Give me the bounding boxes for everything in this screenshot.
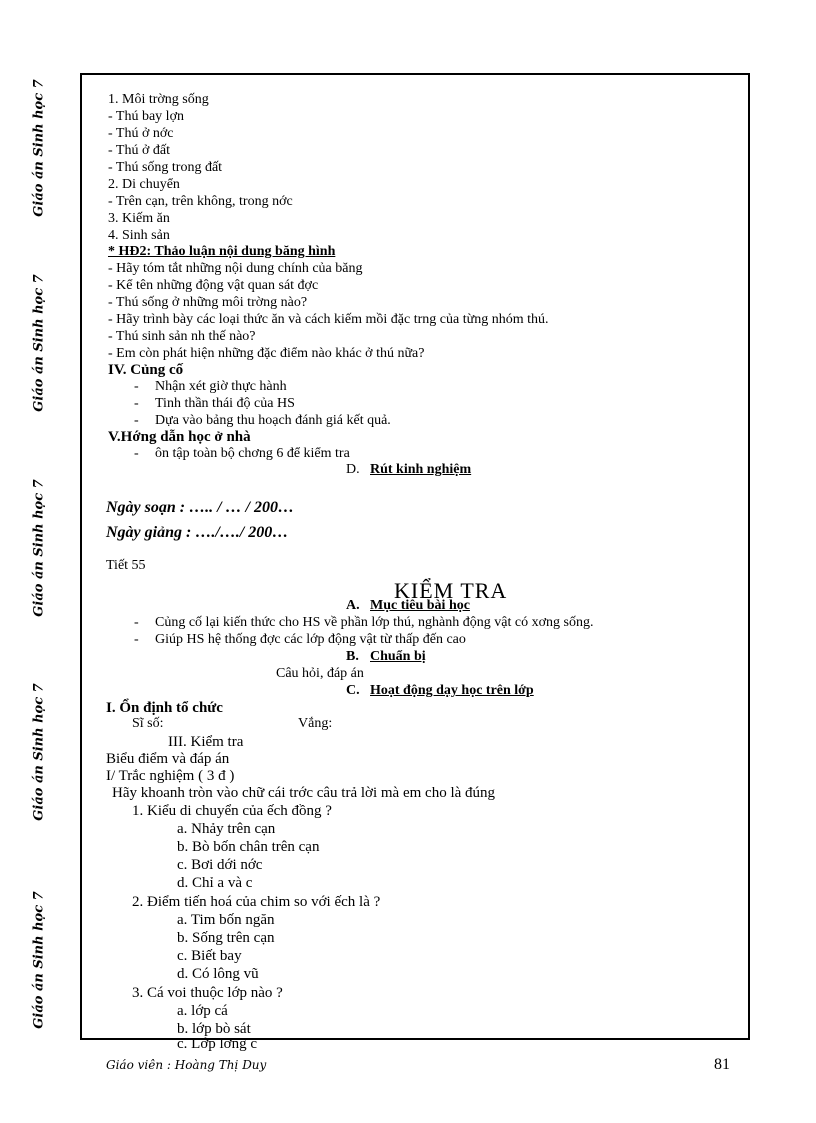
answer-option: c. Lớp lỡng c (177, 1036, 258, 1052)
answer-option: c. Biết bay (177, 948, 242, 964)
text-line: ôn tập toàn bộ chơng 6 để kiểm tra (155, 446, 350, 461)
answer-option: c. Bơi dới nớc (177, 857, 263, 873)
date-line: Ngày giảng : …./…./ 200… (106, 524, 289, 541)
side-label: Giáo án Sinh học 7 (31, 891, 47, 1029)
bullet-marker: - (134, 413, 139, 428)
bullet-marker: - (134, 379, 139, 394)
text-line: - Thú sống trong đất (108, 160, 223, 175)
section-heading: I. Ổn định tổ chức (106, 700, 223, 716)
answer-option: b. lớp bò sát (177, 1021, 251, 1037)
question: 2. Điểm tiến hoá của chim so với ếch là ? (132, 894, 381, 910)
answer-option: b. Sống trên cạn (177, 930, 275, 946)
text-line: Dựa vào bảng thu hoạch đánh giá kết quả. (155, 413, 391, 428)
text-line: - Thú ở nớc (108, 126, 174, 141)
date-line: Ngày soạn : ….. / … / 200… (106, 499, 294, 516)
text-line: - Hãy trình bày các loại thức ăn và cách kiếm mồi đặc trng của từng nhóm thú. (108, 312, 549, 327)
text-line: 3. Kiếm ăn (108, 211, 170, 226)
answer-option: a. Nhảy trên cạn (177, 821, 276, 837)
side-label: Giáo án Sinh học 7 (31, 274, 47, 412)
text-line: Câu hỏi, đáp án (276, 666, 364, 681)
text-line: - Thú bay lợn (108, 109, 184, 124)
lesson-number: Tiết 55 (106, 558, 146, 573)
answer-option: a. Tim bốn ngăn (177, 912, 275, 928)
answer-option: d. Chỉ a và c (177, 875, 253, 891)
text-line: 2. Di chuyển (108, 177, 180, 192)
side-label: Giáo án Sinh học 7 (31, 79, 47, 217)
section-heading: Rút kinh nghiệm (370, 462, 472, 477)
text-line: - Em còn phát hiện những đặc điểm nào khác ở thú nữa? (108, 346, 425, 361)
text-line: Giúp HS hệ thống đợc các lớp động vật từ thấp đến cao (155, 632, 466, 647)
text-line: - Thú ở đất (108, 143, 170, 158)
text-line: - Kể tên những động vật quan sát đợc (108, 278, 319, 293)
text-line: Nhận xét giờ thực hành (155, 379, 287, 394)
text-line: Củng cố lại kiến thức cho HS về phần lớp thú, nghành động vật có xơng sống. (155, 615, 594, 630)
section-letter: C. (346, 683, 360, 698)
bullet-marker: - (134, 396, 139, 411)
text-line: Tinh thần thái độ của HS (155, 396, 295, 411)
section-heading: Chuẩn bị (370, 649, 426, 664)
bullet-marker: - (134, 446, 139, 461)
section-heading: Mục tiêu bài học (370, 598, 470, 613)
text-line: I/ Trắc nghiệm ( 3 đ ) (106, 768, 235, 784)
page-frame (80, 73, 750, 1052)
section-heading: V.Hớng dẫn học ở nhà (108, 429, 251, 445)
section-heading: III. Kiểm tra (168, 734, 244, 750)
page-number: 81 (714, 1056, 730, 1073)
text-line: - Trên cạn, trên không, trong nớc (108, 194, 293, 209)
section-letter: B. (346, 649, 359, 664)
text-line: Vắng: (298, 716, 333, 731)
section-heading: IV. Củng cố (108, 362, 184, 378)
question: 1. Kiểu di chuyển của ếch đồng ? (132, 803, 332, 819)
text-line: Sĩ số: (132, 716, 164, 731)
bullet-marker: - (134, 632, 139, 647)
teacher-name: Giáo viên : Hoàng Thị Duy (106, 1058, 267, 1072)
text-line: Biểu điểm và đáp án (106, 751, 230, 767)
text-line: - Thú sống ở những môi trờng nào? (108, 295, 308, 310)
side-label: Giáo án Sinh học 7 (31, 683, 47, 821)
text-line: Hãy khoanh tròn vào chữ cái trớc câu trả lời mà em cho là đúng (112, 785, 496, 801)
bullet-marker: - (134, 615, 139, 630)
text-line: - Hãy tóm tắt những nội dung chính của băng (108, 261, 363, 276)
question: 3. Cá voi thuộc lớp nào ? (132, 985, 283, 1001)
answer-option: b. Bò bốn chân trên cạn (177, 839, 320, 855)
page-title: KIỂM TRA (394, 578, 508, 603)
section-heading: * HĐ2: Thảo luận nội dung băng hình (108, 244, 336, 259)
answer-option: d. Có lông vũ (177, 966, 259, 982)
text-line: 1. Môi trờng sống (108, 92, 209, 107)
section-heading: Hoạt động dạy học trên lớp (370, 683, 534, 698)
section-letter: D. (346, 462, 360, 477)
text-line: 4. Sinh sản (108, 228, 170, 243)
text-line: - Thú sinh sản nh thế nào? (108, 329, 256, 344)
section-letter: A. (346, 598, 360, 613)
answer-option: a. lớp cá (177, 1003, 228, 1019)
side-label: Giáo án Sinh học 7 (31, 479, 47, 617)
